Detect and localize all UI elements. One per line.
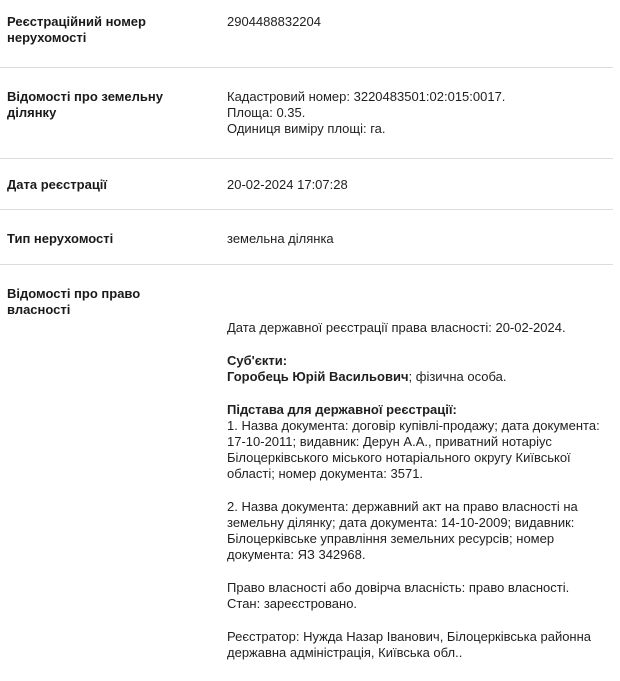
- divider: [0, 209, 613, 210]
- divider: [0, 158, 613, 159]
- land-label: Відомості про земельну ділянку: [7, 89, 163, 120]
- area: Площа: 0.35.: [227, 105, 306, 120]
- ownership-right: Право власності або довірча власність: право власності. Стан: зареєстровано.: [227, 580, 570, 611]
- area-unit: Одиниця виміру площі: га.: [227, 121, 386, 136]
- reg-date-label: Дата реєстрації: [7, 177, 108, 192]
- divider: [0, 67, 613, 68]
- subject: [227, 369, 612, 385]
- subject-name: Горобець Юрій Васильович: [227, 369, 409, 384]
- land-value: [227, 89, 612, 137]
- basis-title: Підстава для державної реєстрації:: [227, 402, 457, 417]
- registrar: Реєстратор: Нужда Назар Іванович, Білоцерківська районна державна адміністрація, Київська обл..: [227, 629, 592, 660]
- subjects-title: Суб'єкти:: [227, 353, 288, 368]
- subject-type: ; фізична особа.: [408, 369, 507, 384]
- cadastral-number: Кадастровий номер: 3220483501:02:015:0017.: [227, 89, 506, 104]
- basis-document-1: 1. Назва документа: договір купівлі-продажу; дата документа: 17-10-2011; видавник: Дерун А.А., приватний нотаріус Білоцерківського міського нотаріального округу Київської області; номер документа: 3571.: [227, 418, 600, 481]
- type-value: земельна ділянка: [227, 231, 334, 246]
- type-label: Тип нерухомості: [7, 231, 114, 246]
- ownership-value: [227, 320, 612, 661]
- state-reg-date: Дата державної реєстрації права власності: 20-02-2024.: [227, 320, 566, 335]
- ownership-label: Відомості про право власності: [7, 286, 141, 317]
- reg-number-value: 2904488832204: [227, 14, 321, 29]
- reg-date-value: 20-02-2024 17:07:28: [227, 177, 348, 192]
- basis-document-2: 2. Назва документа: державний акт на право власності на земельну ділянку; дата документа: 14-10-2009; видавник: Білоцерківське управління земельних ресурсів; номер документа: ЯЗ 342968.: [227, 499, 578, 562]
- divider: [0, 264, 613, 265]
- reg-number-label: Реєстраційний номер нерухомості: [7, 14, 146, 45]
